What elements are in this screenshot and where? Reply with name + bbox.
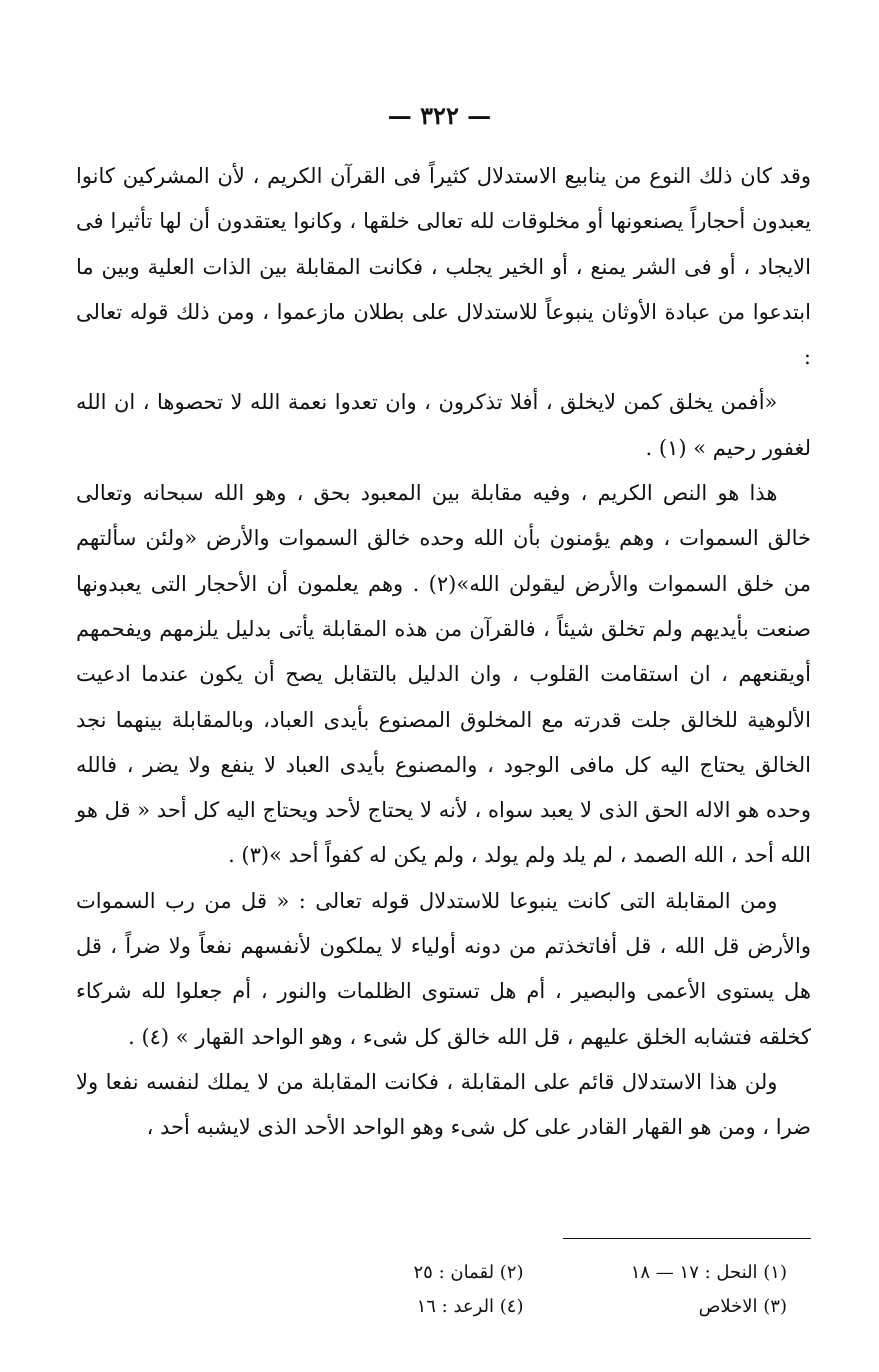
footnote-3: (٣) الاخلاص bbox=[698, 1296, 787, 1317]
paragraph-raad: ومن المقابلة التى كانت ينبوعا للاستدلال قوله تعالى : « قل من رب السموات والأرض قل الله ، قل أفاتخذتم من دونه أولياء لا يملكون لأنفسهم نفعاً ولا ضراً ، قل هل يستوى الأعمى والبصير ، أم هل تستوى الظلمات والنور ، أم جعلوا لله شركاء كخلقه فتشابه الخلق عليهم ، قل الله خالق كل شىء ، وهو الواحد القهار » (٤) . bbox=[76, 888, 811, 1049]
page-number: — ٣٢٢ — bbox=[387, 101, 492, 130]
footnote-divider bbox=[563, 1238, 811, 1239]
footnote-2: (٢) لقمان : ٢٥ bbox=[413, 1262, 524, 1283]
quran-quote-nahl: «أفمن يخلق كمن لايخلق ، أفلا تذكرون ، وان تعدوا نعمة الله لا تحصوها ، ان الله لغفور رحيم » (١) . bbox=[76, 390, 811, 460]
footnote-4: (٤) الرعد : ١٦ bbox=[416, 1296, 524, 1317]
paragraph-conclusion: ولن هذا الاستدلال قائم على المقابلة ، فكانت المقابلة من لا يملك لنفسه نفعا ولا ضرا ، ومن هو القهار القادر على كل شىء وهو الواحد الأحد الذى لايشبه أحد ، bbox=[76, 1069, 811, 1140]
paragraph-commentary: هذا هو النص الكريم ، وفيه مقابلة بين المعبود بحق ، وهو الله سبحانه وتعالى خالق السموات ، وهم يؤمنون بأن الله وحده خالق السموات والأرض «ولئن سألتهم من خلق السموات والأرض ليقولن الله»(٢) . وهم يعلمون أن الأحجار التى يعبدونها صنعت بأيديهم ولم تخلق شيئاً ، فالقرآن من هذه المقابلة يأتى بدليل يلزمهم ويفحمهم أويقنعهم ، ان استقامت القلوب ، وان الدليل بالتقابل يصح أن يكون عندما ادعيت الألوهية للخالق جلت قدرته مع المخلوق المصنوع بأيدى العباد، وبالمقابلة بينهما نجد الخالق يحتاج اليه كل مافى الوجود ، والمصنوع بأيدى العباد لا ينفع ولا يضر ، فالله وحده هو الاله الحق الذى لا يعبد سواه ، لأنه لا يحتاج لأحد ويحتاج اليه كل أحد « قل هو الله أحد ، الله الصمد ، لم يلد ولم يولد ، ولم يكن له كفواً أحد »(٣) . bbox=[76, 481, 811, 868]
footnotes bbox=[300, 1256, 787, 1324]
body-text bbox=[76, 154, 811, 1151]
footnote-1: (١) النحل : ١٧ — ١٨ bbox=[630, 1262, 787, 1283]
paragraph-intro: وقد كان ذلك النوع من ينابيع الاستدلال كثيراً فى القرآن الكريم ، لأن المشركين كانوا يعبدون أحجاراً يصنعونها أو مخلوقات لله تعالى خلقها ، وكانوا يعتقدون أن لها تأثيرا فى الايجاد ، أو فى الشر يمنع ، أو الخير يجلب ، فكانت المقابلة بين الذات العلية وبين ما ابتدعوا من عبادة الأوثان ينبوعاً للاستدلال على بطلان مازعموا ، ومن ذلك قوله تعالى : bbox=[76, 164, 811, 370]
